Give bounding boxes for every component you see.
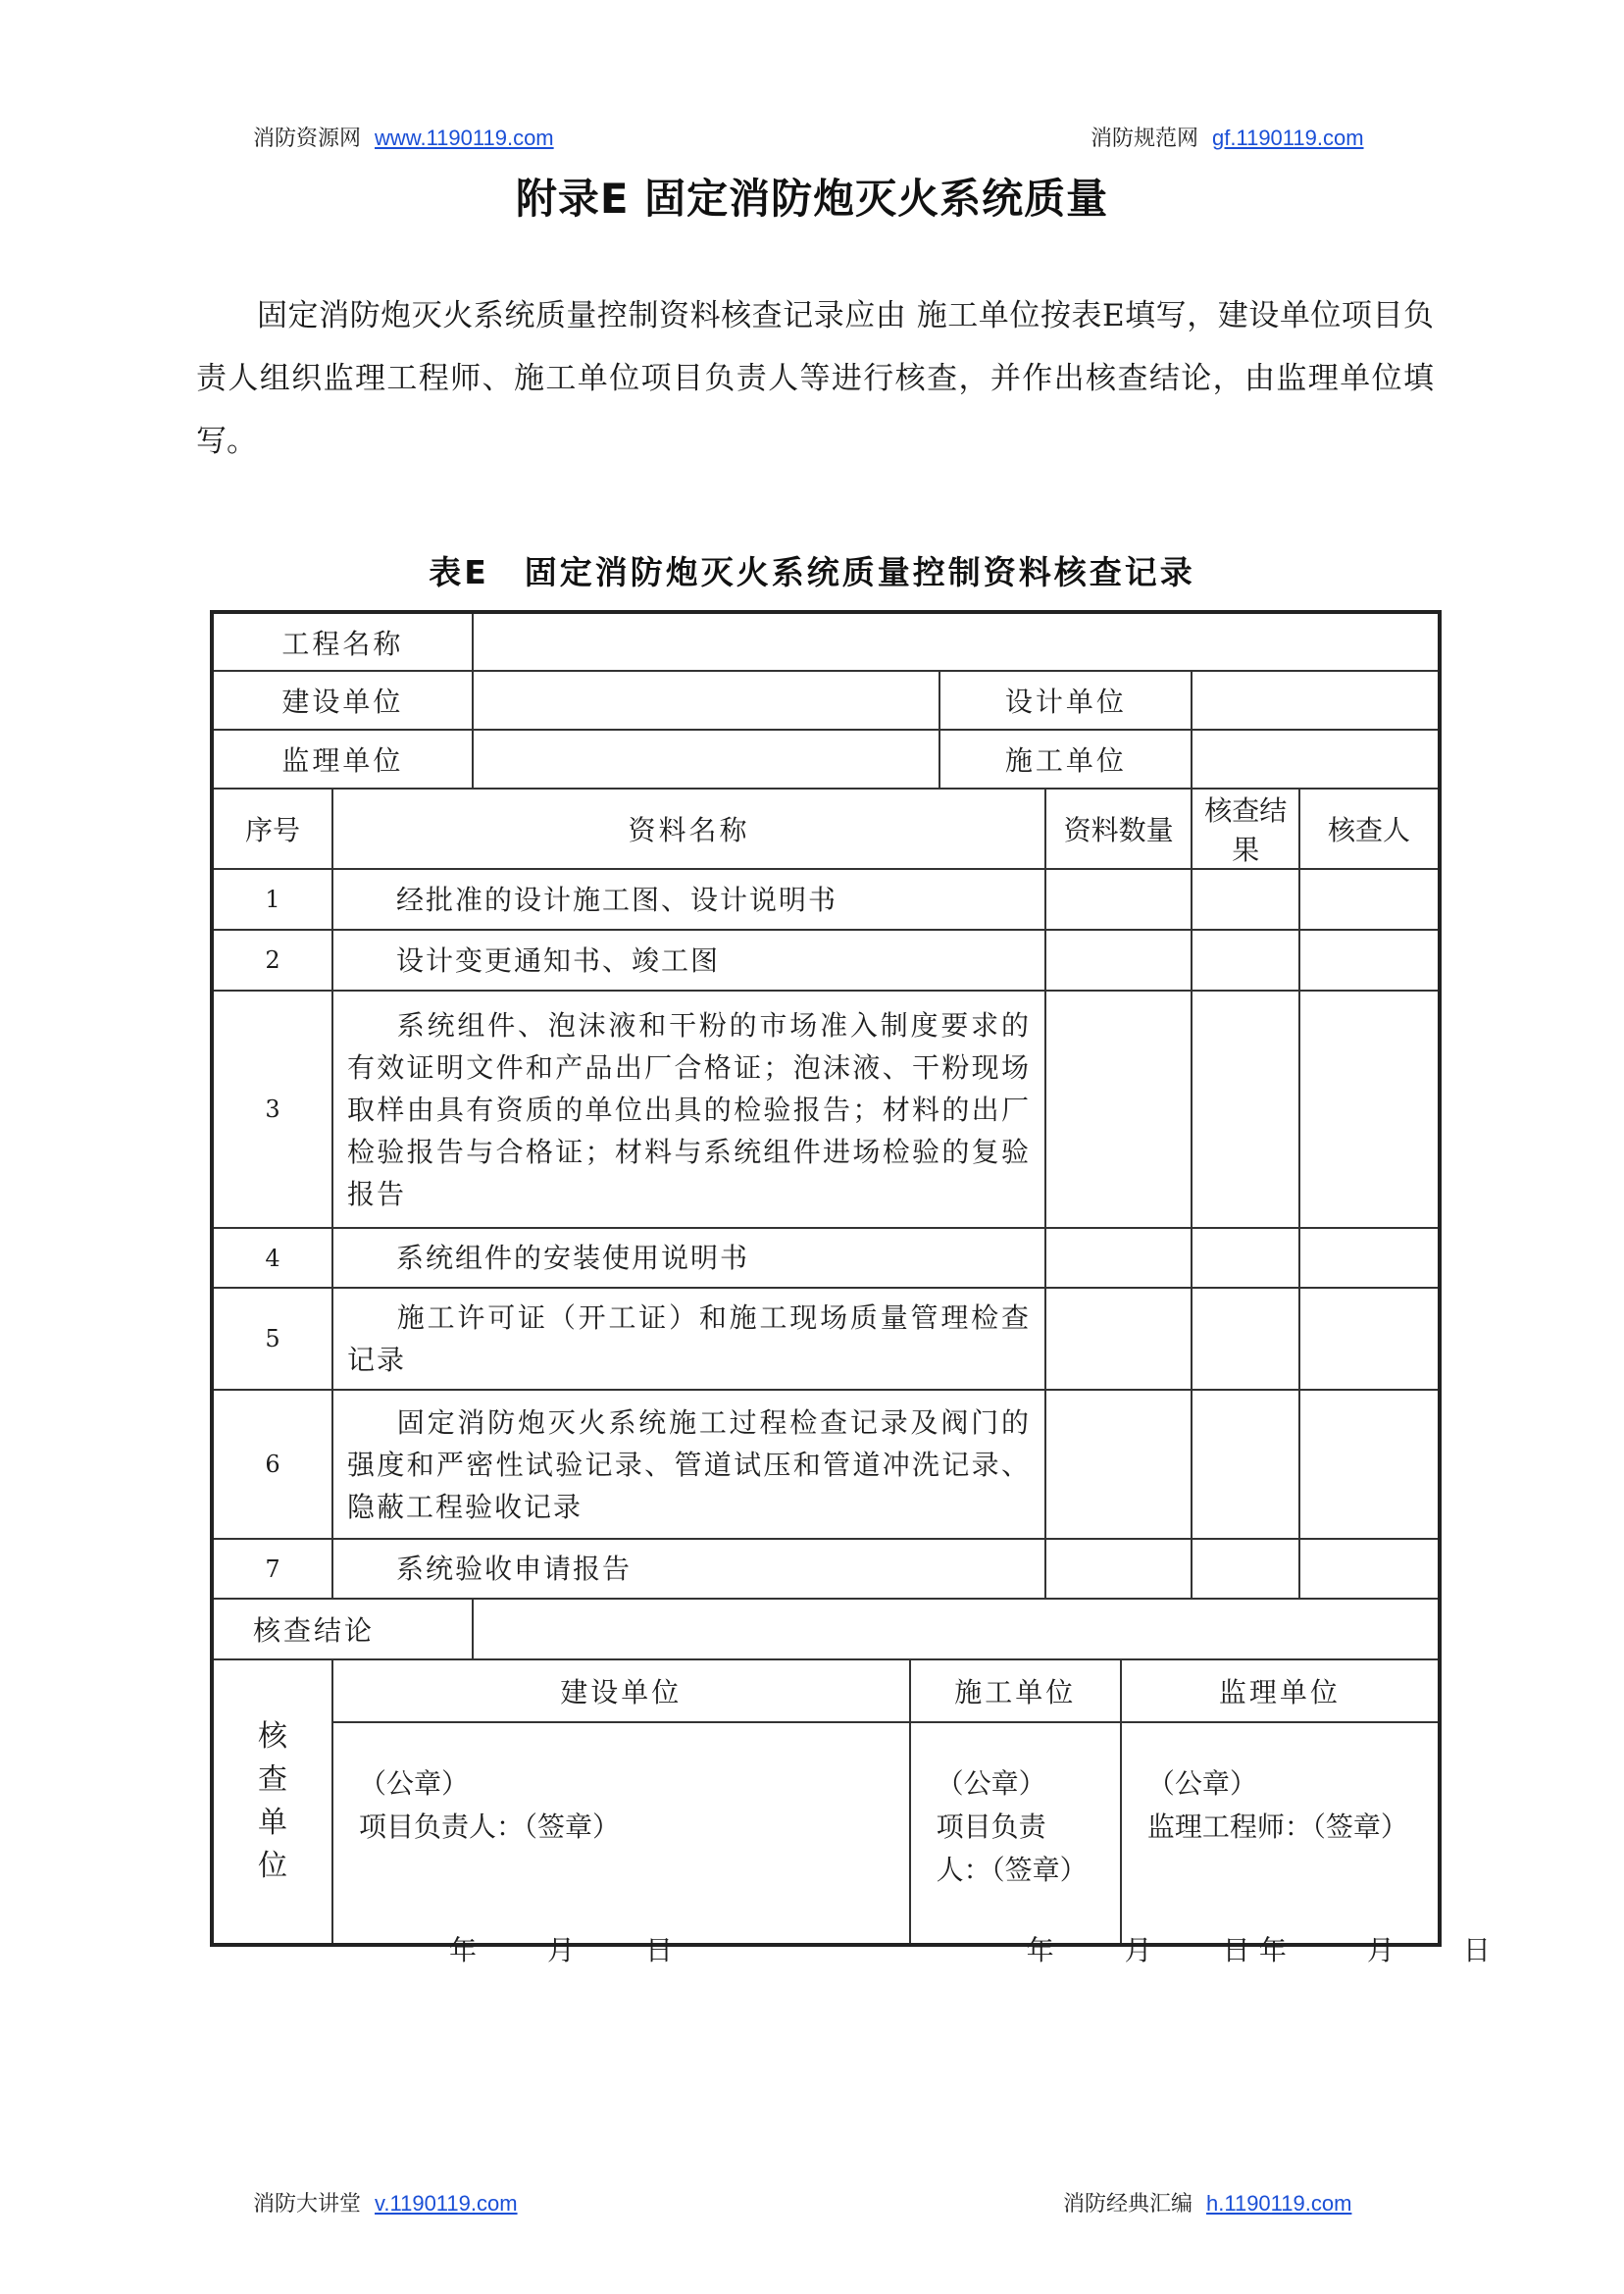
row-count-cell[interactable] bbox=[1045, 1390, 1192, 1539]
construction-design-row bbox=[212, 671, 1440, 730]
table-row bbox=[212, 1390, 1440, 1539]
col-result-header: 核查结果 bbox=[1192, 789, 1299, 869]
footer-right-link[interactable]: h.1190119.com bbox=[1206, 2191, 1352, 2216]
footer-left-label: 消防大讲堂 bbox=[253, 2192, 362, 2217]
table-row bbox=[212, 1228, 1440, 1288]
signer-text: 项目负责人：（签章） bbox=[358, 1810, 620, 1843]
row-checker-cell[interactable] bbox=[1299, 1228, 1440, 1288]
date-day: 日 bbox=[1222, 1934, 1250, 1966]
row-count-cell[interactable] bbox=[1045, 1228, 1192, 1288]
design-unit-cell[interactable] bbox=[1192, 671, 1440, 730]
project-name-label: 工程名称 bbox=[212, 612, 473, 671]
row-result-cell[interactable] bbox=[1192, 1390, 1299, 1539]
row-name: 系统组件的安装使用说明书 bbox=[332, 1228, 1045, 1288]
header-right-label: 消防规范网 bbox=[1091, 127, 1199, 151]
col-seq-header: 序号 bbox=[212, 789, 332, 869]
sign-builder-unit: 施工单位 bbox=[910, 1659, 1121, 1722]
sign-unit-header-row bbox=[212, 1659, 1440, 1722]
header-right-link[interactable]: gf.1190119.com bbox=[1212, 126, 1364, 150]
date-month: 月 bbox=[546, 1934, 575, 1966]
row-name: 固定消防炮灭火系统施工过程检查记录及阀门的强度和严密性试验记录、管道试压和管道冲洗记录、隐蔽工程验收记录 bbox=[332, 1390, 1045, 1539]
construction-unit-cell[interactable] bbox=[473, 671, 940, 730]
row-seq: 3 bbox=[212, 991, 332, 1228]
intro-paragraph: 固定消防炮灭火系统质量控制资料核查记录应由 施工单位按表E填写，建设单位项目负责人组织监理工程师、施工单位项目负责人等进行核查，并作出核查结论，由监理单位填写。 bbox=[196, 298, 1434, 459]
sign-construction-unit: 建设单位 bbox=[332, 1659, 910, 1722]
footer-left bbox=[253, 2187, 518, 2218]
row-result-cell[interactable] bbox=[1192, 930, 1299, 991]
row-checker-cell[interactable] bbox=[1299, 991, 1440, 1228]
row-seq: 6 bbox=[212, 1390, 332, 1539]
builder-unit-cell[interactable] bbox=[1192, 730, 1440, 789]
sign-supervision-unit: 监理单位 bbox=[1121, 1659, 1440, 1722]
row-name: 设计变更通知书、竣工图 bbox=[332, 930, 1045, 991]
check-record-table bbox=[210, 610, 1491, 1966]
table-caption: 表E 固定消防炮灭火系统质量控制资料核查记录 bbox=[429, 553, 1195, 591]
project-name-row bbox=[212, 612, 1440, 671]
supervision-builder-row bbox=[212, 730, 1440, 789]
column-header-row bbox=[212, 789, 1440, 869]
check-units-label: 核 查 单 位 bbox=[212, 1659, 332, 1945]
date-day: 日 bbox=[1462, 1934, 1491, 1966]
row-seq: 5 bbox=[212, 1288, 332, 1390]
row-checker-cell[interactable] bbox=[1299, 1539, 1440, 1599]
row-count-cell[interactable] bbox=[1045, 1288, 1192, 1390]
signer-text: 监理工程师：（签章） bbox=[1146, 1810, 1408, 1843]
row-count-cell[interactable] bbox=[1045, 930, 1192, 991]
builder-unit-label: 施工单位 bbox=[939, 730, 1192, 789]
row-name: 经批准的设计施工图、设计说明书 bbox=[332, 869, 1045, 930]
sign-construction-box[interactable] bbox=[332, 1722, 910, 1966]
table-row bbox=[212, 1539, 1440, 1599]
table-row bbox=[212, 869, 1440, 930]
row-checker-cell[interactable] bbox=[1299, 930, 1440, 991]
table-row bbox=[212, 991, 1440, 1228]
col-checker-header: 核查人 bbox=[1299, 789, 1440, 869]
row-count-cell[interactable] bbox=[1045, 991, 1192, 1228]
header-left bbox=[253, 122, 554, 152]
row-name: 系统组件、泡沫液和干粉的市场准入制度要求的有效证明文件和产品出厂合格证；泡沫液、干粉现场取样由具有资质的单位出具的检验报告；材料的出厂检验报告与合格证；材料与系统组件进场检验的复验报告 bbox=[332, 991, 1045, 1228]
signer-text: 项目负责人：（签章） bbox=[936, 1810, 1088, 1886]
header-right bbox=[1091, 122, 1364, 152]
row-name: 系统验收申请报告 bbox=[332, 1539, 1045, 1599]
supervision-unit-label: 监理单位 bbox=[212, 730, 473, 789]
sign-supervision-box[interactable] bbox=[1121, 1722, 1491, 1966]
col-count-header: 资料数量 bbox=[1045, 789, 1192, 869]
sign-builder-box[interactable] bbox=[910, 1722, 1250, 1966]
header-left-link[interactable]: www.1190119.com bbox=[375, 126, 554, 150]
conclusion-label: 核查结论 bbox=[212, 1599, 473, 1659]
row-result-cell[interactable] bbox=[1192, 991, 1299, 1228]
col-name-header: 资料名称 bbox=[332, 789, 1045, 869]
date-year: 年 bbox=[1258, 1934, 1287, 1966]
row-result-cell[interactable] bbox=[1192, 869, 1299, 930]
date-year: 年 bbox=[1026, 1934, 1054, 1966]
row-checker-cell[interactable] bbox=[1299, 1390, 1440, 1539]
row-seq: 1 bbox=[212, 869, 332, 930]
row-count-cell[interactable] bbox=[1045, 869, 1192, 930]
date-day: 日 bbox=[644, 1934, 673, 1966]
design-unit-label: 设计单位 bbox=[939, 671, 1192, 730]
seal-text: （公章） bbox=[1146, 1767, 1257, 1800]
row-result-cell[interactable] bbox=[1192, 1539, 1299, 1599]
row-result-cell[interactable] bbox=[1192, 1228, 1299, 1288]
project-name-cell[interactable] bbox=[473, 612, 1440, 671]
row-count-cell[interactable] bbox=[1045, 1539, 1192, 1599]
row-seq: 4 bbox=[212, 1228, 332, 1288]
date-month: 月 bbox=[1366, 1934, 1395, 1966]
conclusion-row bbox=[212, 1599, 1440, 1659]
page-title: 附录E 固定消防炮灭火系统质量 bbox=[515, 175, 1109, 223]
seal-text: （公章） bbox=[358, 1767, 469, 1800]
row-seq: 7 bbox=[212, 1539, 332, 1599]
row-result-cell[interactable] bbox=[1192, 1288, 1299, 1390]
row-seq: 2 bbox=[212, 930, 332, 991]
table-row bbox=[212, 930, 1440, 991]
supervision-unit-cell[interactable] bbox=[473, 730, 940, 789]
construction-unit-label: 建设单位 bbox=[212, 671, 473, 730]
row-checker-cell[interactable] bbox=[1299, 869, 1440, 930]
seal-text: （公章） bbox=[936, 1767, 1046, 1800]
table-row bbox=[212, 1288, 1440, 1390]
conclusion-cell[interactable] bbox=[473, 1599, 1440, 1659]
date-year: 年 bbox=[448, 1934, 477, 1966]
footer-right bbox=[1063, 2187, 1351, 2218]
sign-row bbox=[212, 1722, 1440, 1945]
footer-left-link[interactable]: v.1190119.com bbox=[375, 2191, 518, 2216]
footer-right-label: 消防经典汇编 bbox=[1063, 2192, 1193, 2217]
row-name: 施工许可证（开工证）和施工现场质量管理检查记录 bbox=[332, 1288, 1045, 1390]
date-month: 月 bbox=[1124, 1934, 1152, 1966]
header-left-label: 消防资源网 bbox=[253, 127, 362, 151]
row-checker-cell[interactable] bbox=[1299, 1288, 1440, 1390]
